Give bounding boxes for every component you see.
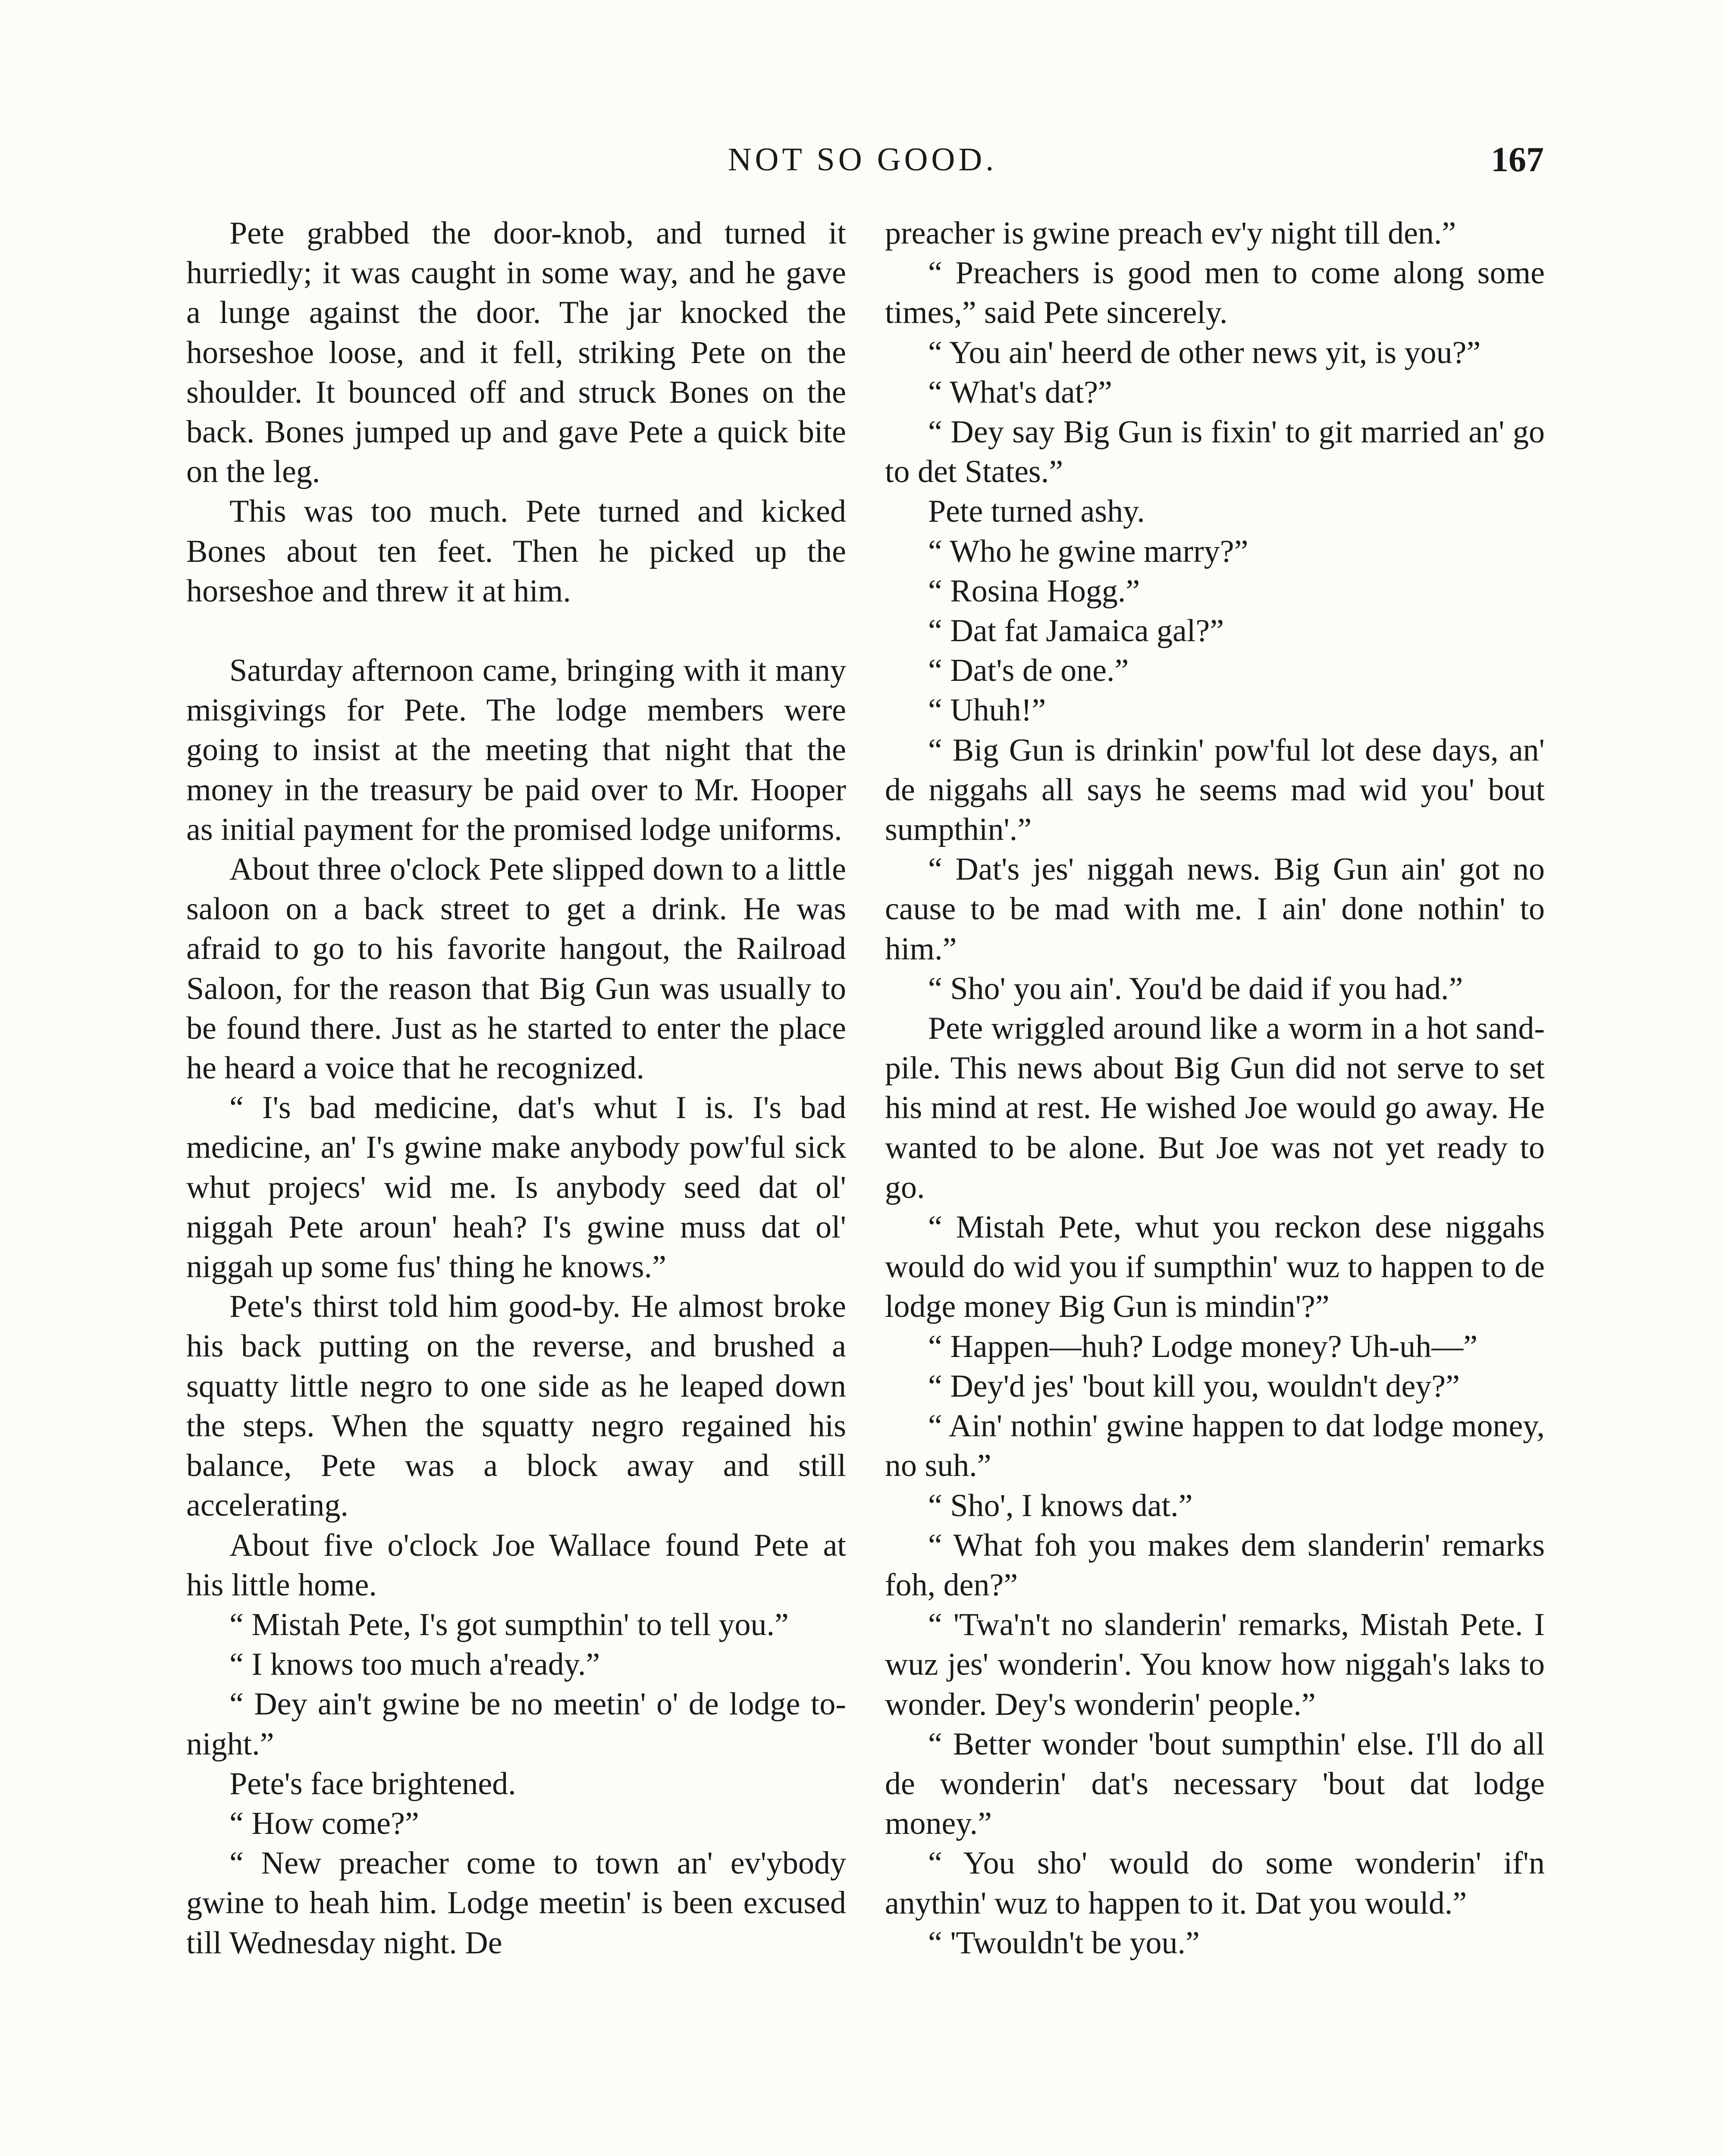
paragraph: “ Who he gwine marry?” [928, 533, 1248, 569]
paragraph: This was too much. Pete turned and kicked Bones about ten feet. Then he picked up the horseshoe and threw it at him. [186, 494, 846, 609]
paragraph: “ Dat's de one.” [928, 653, 1129, 689]
paragraph: “ Dey say Big Gun is fixin' to git married an' go to det States.” [885, 414, 1545, 490]
paragraph: “ Preachers is good men to come along some times,” said Pete sincerely. [885, 255, 1545, 331]
paragraph: “ Mistah Pete, whut you reckon dese niggahs would do wid you if sumpthin' wuz to happen to de lodge money Big Gun is mindin'?” [885, 1210, 1545, 1325]
paragraph: Pete's thirst told him good-by. He almost broke his back putting on the reverse, and brushed a squatty little negro to one side as he leaped down the steps. When the squatty negro regained his balance, Pete was a block away and still accelerating. [186, 1289, 846, 1523]
paragraph: “ Mistah Pete, I's got sumpthin' to tell you.” [229, 1607, 789, 1642]
paragraph: About three o'clock Pete slipped down to a little saloon on a back street to get a drink. He was afraid to go to his favorite hangout, the Railroad Saloon, for the reason that Big Gun was usually to be found there. Just as he started to enter the place he heard a voice that he recognized. [186, 852, 846, 1086]
paragraph: “ New preacher come to town an' ev'ybody gwine to heah him. Lodge meetin' is been excused till Wednesday night. De [186, 1846, 846, 1961]
paragraph: “ Dat fat Jamaica gal?” [928, 613, 1224, 649]
paragraph: Pete wriggled around like a worm in a hot sand-pile. This news about Big Gun did not serve to set his mind at rest. He wished Joe would go away. He wanted to be alone. But Joe was not yet ready to go. [885, 1011, 1545, 1205]
running-head [181, 134, 1544, 185]
paragraph: “ Uhuh!” [928, 693, 1046, 728]
paragraph: “ Dat's jes' niggah news. Big Gun ain' got no cause to be mad with me. I ain' done nothin' to him.” [885, 852, 1545, 967]
paragraph: “ I knows too much a'ready.” [229, 1647, 600, 1683]
paragraph: “ You ain' heerd de other news yit, is you?” [928, 335, 1481, 370]
paragraph: Saturday afternoon came, bringing with it many misgivings for Pete. The lodge members were going to insist at the meeting that night that the money in the treasury be paid over to Mr. Hooper as initial payment for the promised lodge uniforms. [186, 653, 846, 847]
paragraph: “ How come?” [229, 1805, 419, 1841]
paragraph: “ Ain' nothin' gwine happen to dat lodge money, no suh.” [885, 1408, 1545, 1484]
paragraph: Pete grabbed the door-knob, and turned it hurriedly; it was caught in some way, and he gave a lunge against the door. The jar knocked the horseshoe loose, and it fell, striking Pete on the shoulder. It bounced off and struck Bones on the back. Bones jumped up and gave Pete a quick bite on the leg. [186, 216, 846, 490]
paragraph: “ Dey ain't gwine be no meetin' o' de lodge to-night.” [186, 1686, 846, 1762]
left-column [186, 213, 846, 1963]
paragraph: “ Better wonder 'bout sumpthin' else. I'll do all de wonderin' dat's necessary 'bout dat lodge money.” [885, 1726, 1545, 1842]
paragraph: “ You sho' would do some wonderin' if'n anythin' wuz to happen to it. Dat you would.” [885, 1846, 1545, 1921]
paragraph: Pete's face brightened. [229, 1766, 516, 1802]
paragraph: About five o'clock Joe Wallace found Pete at his little home. [186, 1527, 846, 1603]
paragraph: “ What's dat?” [928, 374, 1112, 410]
paragraph: “ Big Gun is drinkin' pow'ful lot dese days, an' de niggahs all says he seems mad wid you' bout sumpthin'.” [885, 732, 1545, 848]
paragraph: “ Sho' you ain'. You'd be daid if you had.” [928, 971, 1463, 1006]
paragraph: “ Rosina Hogg.” [928, 573, 1140, 609]
right-column [885, 213, 1545, 1963]
paragraph: “ 'Twouldn't be you.” [928, 1925, 1200, 1961]
page-number: 167 [1491, 140, 1544, 179]
paragraph: “ I's bad medicine, dat's whut I is. I's bad medicine, an' I's gwine make anybody pow'ful sick whut projecs' wid me. Is anybody seed dat ol' niggah Pete aroun' heah? I's gwine muss dat ol' niggah up some fus' thing he knows.” [186, 1090, 846, 1285]
paragraph: “ Dey'd jes' 'bout kill you, wouldn't dey?” [928, 1368, 1460, 1404]
paragraph: preacher is gwine preach ev'y night till den.” [885, 216, 1456, 251]
paragraph: “ Sho', I knows dat.” [928, 1488, 1193, 1523]
paragraph: “ Happen—huh? Lodge money? Uh-uh—” [928, 1329, 1478, 1364]
paragraph: Pete turned ashy. [928, 494, 1145, 530]
paragraph: “ What foh you makes dem slanderin' remarks foh, den?” [885, 1527, 1545, 1603]
paragraph: “ 'Twa'n't no slanderin' remarks, Mistah Pete. I wuz jes' wonderin'. You know how niggah's laks to wonder. Dey's wonderin' people.” [885, 1607, 1545, 1722]
running-title: NOT SO GOOD. [728, 141, 997, 178]
